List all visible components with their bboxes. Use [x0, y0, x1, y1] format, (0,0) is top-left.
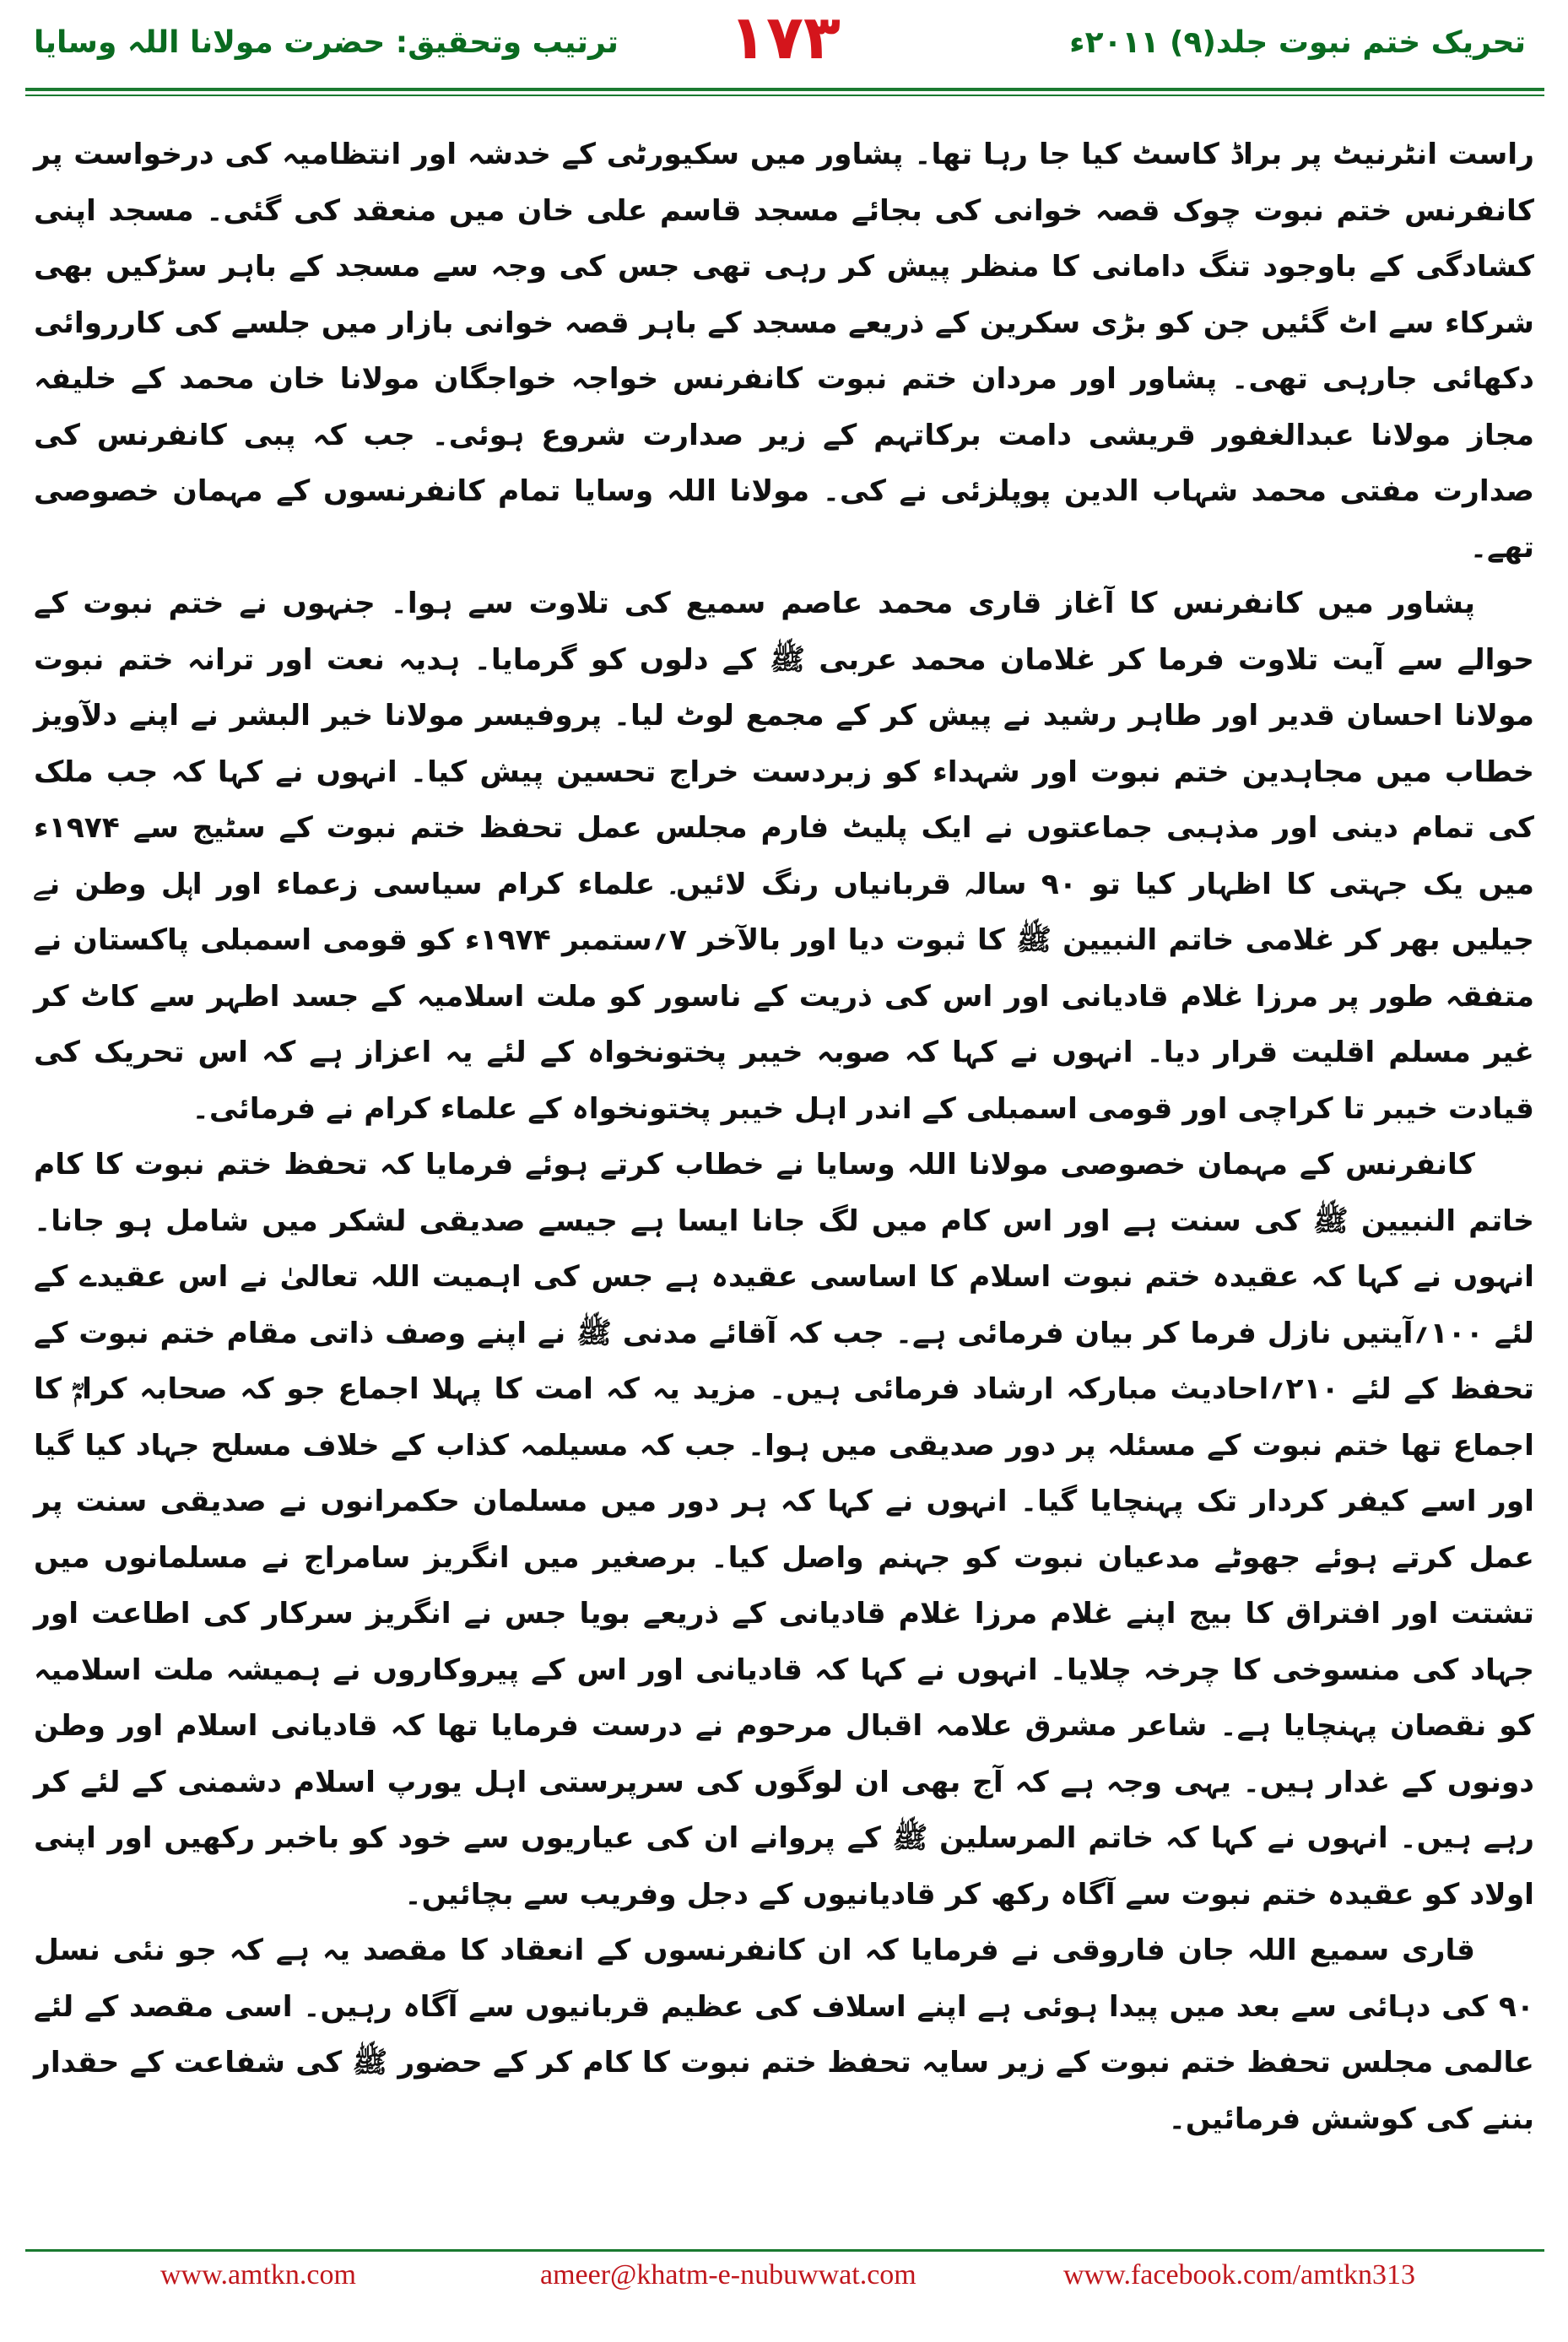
- paragraph-2: پشاور میں کانفرنس کا آغاز قاری محمد عاصم سمیع کی تلاوت سے ہوا۔ جنہوں نے ختم نبوت کے حوالے سے آیت تلاوت فرما کر غلامان محمد عربی ﷺ کے دلوں کو گرمایا۔ ہدیہ نعت اور ترانہ ختم نبوت مولانا احسان قدیر اور طاہر رشید نے پیش کر کے مجمع لوٹ لیا۔ پروفیسر مولانا خیر البشر نے اپنے دلآویز خطاب میں مجاہدین ختم نبوت اور شہداء کو زبردست خراج تحسین پیش کیا۔ انہوں نے کہا کہ جب ملک کی تمام دینی اور مذہبی جماعتوں نے ایک پلیٹ فارم مجلس عمل تحفظ ختم نبوت کے سٹیج سے ۱۹۷۴ء میں یک جہتی کا اظہار کیا تو ۹۰ سالہ قربانیاں رنگ لائیں۔ علماء کرام سیاسی زعماء اور اہل وطن نے جیلیں بھر کر غلامی خاتم النبیین ﷺ کا ثبوت دیا اور بالآخر ۷؍ستمبر ۱۹۷۴ء کو قومی اسمبلی پاکستان نے متفقہ طور پر مرزا غلام قادیانی اور اس کی ذریت کے ناسور کو ملت اسلامیہ کے جسد اطہر سے کاٹ کر غیر مسلم اقلیت قرار دیا۔ انہوں نے کہا کہ صوبہ خیبر پختونخواہ کے لئے یہ اعزاز ہے کہ اس تحریک کی قیادت خیبر تا کراچی اور قومی اسمبلی کے اندر اہل خیبر پختونخواہ کے علماء کرام نے فرمائی۔: [34, 587, 1534, 1126]
- paragraph-1: راست انٹرنیٹ پر براڈ کاسٹ کیا جا رہا تھا۔ پشاور میں سکیورٹی کے خدشہ اور انتظامیہ کی درخواست پر کانفرنس ختم نبوت چوک قصہ خوانی کی بجائے مسجد قاسم علی خان میں منعقد کی گئی۔ مسجد اپنی کشادگی کے باوجود تنگ دامانی کا منظر پیش کر رہی تھی جس کی وجہ سے مسجد کے باہر سڑکیں بھی شرکاء سے اٹ گئیں جن کو بڑی سکرین کے ذریعے مسجد کے باہر قصہ خوانی بازار میں جلسے کی کارروائی دکھائی جارہی تھی۔ پشاور اور مردان ختم نبوت کانفرنس خواجہ خواجگان مولانا خان محمد کے خلیفہ مجاز مولانا عبدالغفور قریشی دامت برکاتہم کے زیر صدارت شروع ہوئی۔ جب کہ پبی کانفرنس کی صدارت مفتی محمد شہاب الدین پوپلزئی نے کی۔ مولانا اللہ وسایا تمام کانفرنسوں کے مہمان خصوصی تھے۔: [34, 138, 1534, 565]
- footer-divider: [25, 2249, 1544, 2252]
- compiler-credit: ترتیب وتحقیق: حضرت مولانا اللہ وسایا: [34, 25, 619, 60]
- email-link[interactable]: ameer@khatm-e-nubuwwat.com: [540, 2259, 916, 2291]
- article-body: [34, 127, 1534, 2203]
- header-divider: [25, 88, 1544, 91]
- paragraph-3: کانفرنس کے مہمان خصوصی مولانا اللہ وسایا نے خطاب کرتے ہوئے فرمایا کہ تحفظ ختم نبوت کا کام خاتم النبیین ﷺ کی سنت ہے اور اس کام میں لگ جانا ایسا ہے جیسے صدیقی لشکر میں شامل ہو جانا۔ انہوں نے کہا کہ عقیدہ ختم نبوت اسلام کا اساسی عقیدہ ہے جس کی اہمیت اللہ تعالیٰ نے اس عقیدے کے لئے ۱۰۰؍آیتیں نازل فرما کر بیان فرمائی ہے۔ جب کہ آقائے مدنی ﷺ نے اپنے وصف ذاتی مقام ختم نبوت کے تحفظ کے لئے ۲۱۰؍احادیث مبارکہ ارشاد فرمائی ہیں۔ مزید یہ کہ امت کا پہلا اجماع جو کہ صحابہ کرامؓ کا اجماع تھا ختم نبوت کے مسئلہ پر دور صدیقی میں ہوا۔ جب کہ مسیلمہ کذاب کے خلاف مسلح جہاد کیا گیا اور اسے کیفر کردار تک پہنچایا گیا۔ انہوں نے کہا کہ ہر دور میں مسلمان حکمرانوں نے صدیقی سنت پر عمل کرتے ہوئے جھوٹے مدعیان نبوت کو جہنم واصل کیا۔ برصغیر میں انگریز سامراج نے مسلمانوں میں تشتت اور افتراق کا بیج اپنے غلام مرزا غلام قادیانی کے ذریعے بویا جس نے انگریز سرکار کی اطاعت اور جہاد کی منسوخی کا چرخہ چلایا۔ انہوں نے کہا کہ قادیانی اور اس کے پیروکاروں نے ہمیشہ ملت اسلامیہ کو نقصان پہنچایا ہے۔ شاعر مشرق علامہ اقبال مرحوم نے درست فرمایا تھا کہ قادیانی اسلام اور وطن دونوں کے غدار ہیں۔ یہی وجہ ہے کہ آج بھی ان لوگوں کی سرپرستی اہل یورپ اسلام دشمنی کے لئے کر رہے ہیں۔ انہوں نے کہا کہ خاتم المرسلین ﷺ کے پروانے ان کی عیاریوں سے خود کو باخبر رکھیں اور اپنی اولاد کو عقیدہ ختم نبوت سے آگاہ رکھ کر قادیانیوں کے دجل وفریب سے بچائیں۔: [34, 1148, 1534, 1912]
- book-title: تحریک ختم نبوت جلد(۹) ۲۰۱۱ء: [1069, 25, 1526, 60]
- website-link[interactable]: www.amtkn.com: [160, 2259, 356, 2291]
- page-footer: [0, 2249, 1568, 2342]
- page-number: ۱۷۳: [729, 2, 841, 73]
- facebook-link[interactable]: www.facebook.com/amtkn313: [1063, 2259, 1416, 2291]
- page-header: [0, 0, 1568, 101]
- header-divider-thin: [25, 95, 1544, 96]
- paragraph-4: قاری سمیع اللہ جان فاروقی نے فرمایا کہ ان کانفرنسوں کے انعقاد کا مقصد یہ ہے کہ جو نئی نسل ۹۰ کی دہائی سے بعد میں پیدا ہوئی ہے اپنے اسلاف کی عظیم قربانیوں سے آگاہ رہیں۔ اسی مقصد کے لئے عالمی مجلس تحفظ ختم نبوت کے زیر سایہ تحفظ ختم نبوت کا کام کر کے حضور ﷺ کی شفاعت کے حقدار بننے کی کوشش فرمائیں۔: [34, 1934, 1534, 2136]
